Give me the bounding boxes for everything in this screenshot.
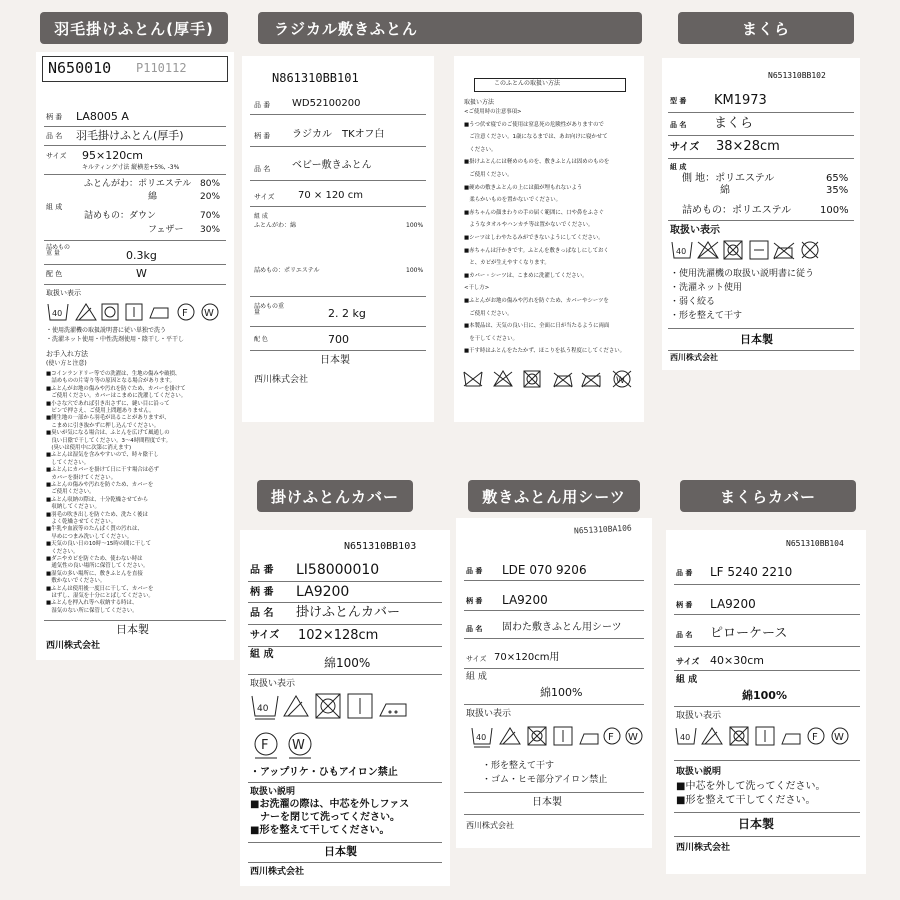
care-title: このふとんの取扱い方法: [494, 80, 561, 87]
care-symbols: [250, 692, 446, 760]
care-symbols: [670, 238, 856, 262]
dry-icon: [126, 304, 142, 320]
text-line: ようなタオルやハンカチ等は置かないでください。: [464, 222, 594, 229]
company: 西川株式会社: [46, 641, 101, 651]
product-code: N651310BB103: [344, 541, 417, 552]
comp-label: 組 成: [250, 649, 274, 660]
text-line: 良い日陰で干してください。3～4時間程度です。: [46, 437, 172, 444]
size-label: サイズ: [46, 152, 67, 160]
wetcleaning-w-icon: [289, 733, 311, 758]
care-heading: 取扱い表示: [46, 289, 81, 297]
comp-item: ふとんがわ：綿: [254, 222, 297, 229]
method-sub: (使い方と注意): [46, 360, 87, 367]
text-line: こまめに引き抜かずに押し込んでください。: [46, 422, 160, 429]
weight-label: 詰めもの重 量: [46, 244, 71, 257]
made-in: 日本製: [116, 623, 149, 636]
comp-pct: 20%: [200, 192, 221, 202]
hinban-value: LA8005 A: [76, 110, 129, 123]
row-label: 品 名: [466, 625, 483, 633]
comp-pct: 80%: [200, 179, 221, 189]
row-value: LF 5240 2210: [710, 565, 793, 579]
text-line: ご使用ください。: [464, 310, 513, 317]
row-label: 品 番: [466, 567, 483, 575]
text-line: ■赤ちゃんは汗かきです。ふとんを敷きっぱなしにしておく: [464, 247, 609, 254]
text-line: ■干す時はふとんをたたかず、ほこりを払う程度にしてください。: [464, 348, 625, 355]
text-line: はずし、湿気を十分にとばしてください。: [46, 593, 154, 599]
label-sheets: [456, 518, 652, 848]
bleach-icon: [702, 728, 722, 744]
banner-makuracover: まくらカバー: [680, 480, 856, 512]
row-label: サイズ: [254, 193, 275, 201]
warning-text: ・アップリケ・ひもアイロン禁止: [250, 767, 398, 778]
no-tumble-dry-icon: [316, 694, 340, 718]
care-symbols: [470, 724, 646, 750]
text-line: ■ふとんは湿気を含みやすいので、時々陰干し: [46, 452, 159, 459]
comp-item: 綿: [148, 192, 158, 202]
no-tumble-dry-icon: [524, 371, 540, 387]
row-label: 品 名: [254, 165, 271, 173]
no-tumble-dry-icon: [528, 727, 546, 745]
no-dryclean-icon: [802, 242, 818, 258]
product-code: N651310BB102: [768, 71, 826, 80]
company: 西川株式会社: [466, 821, 514, 830]
explain-heading: 取扱い説明: [250, 787, 296, 797]
comp-item: 側 地：ポリエステル: [682, 173, 775, 184]
svg-text:F: F: [261, 738, 269, 753]
company: 西川株式会社: [670, 353, 718, 362]
row-value: 70 × 120 cm: [298, 190, 363, 201]
wash-40-icon: [252, 696, 278, 719]
made-in: 日本製: [320, 355, 350, 366]
no-bleach-icon: [494, 371, 512, 386]
made-in: 日本製: [324, 845, 357, 858]
text-line: ■本製品は、天気の良い日に、全面に日が当たるように両面: [464, 323, 610, 330]
hang-dry-icon: [348, 694, 372, 718]
text-line: カバーを掛けてください。: [46, 474, 117, 481]
iron-icon: [782, 734, 800, 744]
name-value: 羽毛掛けふとん(厚手): [76, 129, 184, 142]
text-line: (臭いは使用中に次第に消えます): [46, 445, 132, 451]
text-line: ■側生地の一部から羽毛が出ることがありますが、: [46, 415, 170, 422]
label-shikifuton: [242, 56, 434, 422]
code-stamp: P110112: [136, 61, 187, 75]
text-line: ください。: [46, 548, 79, 555]
svg-text:40: 40: [52, 309, 63, 318]
row-value: 40×30cm: [710, 654, 764, 667]
comp-item: 詰めもの：ポリエステル: [254, 267, 320, 274]
row-value: 掛けふとんカバー: [296, 605, 401, 620]
comp-label: 組 成: [670, 163, 687, 171]
row-value: LI58000010: [296, 562, 380, 578]
weight-value: 2. 2 kg: [328, 307, 366, 320]
comp-pct: 30%: [200, 225, 221, 235]
product-code: N650010: [48, 59, 112, 77]
text-line: ■ふとんにカバーを掛けて日に干す場合は必ず: [46, 467, 159, 474]
text-line: ■硬めの敷きふとんの上には顔が埋もれないよう: [464, 184, 583, 191]
row-label: 品 名: [670, 121, 687, 129]
comp-pct: 100%: [820, 205, 849, 216]
row-value: ラジカル TKオフ白: [292, 129, 385, 140]
comp-label: 組 成: [254, 213, 268, 220]
color-value: W: [136, 267, 147, 280]
comp-item: 詰めもの：ダウン: [84, 211, 157, 221]
row-value: 70×120cm用: [494, 652, 560, 663]
explain-line: ■形を整えて干してください。: [676, 795, 816, 806]
explain-line: ■形を整えて干してください。: [250, 825, 390, 836]
no-tumble-dry-icon: [724, 241, 742, 259]
care-note: ・弱く絞る: [670, 297, 716, 307]
text-line: ■ふとんがお地の傷みや汚れを防ぐため、カバーを掛けて: [46, 385, 186, 392]
made-in: 日本製: [740, 333, 773, 346]
comp-item: 綿: [720, 185, 730, 196]
row-label: 品 名: [250, 608, 274, 619]
wash-40-icon: [676, 728, 696, 744]
no-iron-icon: [774, 243, 794, 259]
comp-value: 綿100%: [540, 686, 583, 699]
care-symbols: [674, 724, 864, 748]
row-label: 柄 番: [250, 587, 274, 598]
no-bleach-icon: [698, 242, 718, 258]
row-value: LDE 070 9206: [502, 563, 587, 577]
row-value: 38×28cm: [716, 139, 780, 154]
care-symbols: [462, 368, 638, 390]
row-label: 型 番: [670, 97, 687, 105]
care-note: ・洗濯ネット使用・中性洗剤使用・陰干し・平干し: [46, 336, 185, 343]
text-line: ■赤ちゃんの顔まわりの手の届く範囲に、口や鼻をふさぐ: [464, 209, 604, 216]
care-note: ・使用洗濯機の取扱説明書に従い単独で洗う: [46, 327, 167, 334]
text-line: 詰めものの片寄り等の原因となる場合があります。: [46, 378, 175, 385]
iron-icon: [580, 734, 598, 744]
text-line: ■牛乳や血液等のたんぱく質の汚れは、: [46, 526, 143, 533]
comp-pct: 65%: [826, 173, 849, 184]
comp-pct: 35%: [826, 185, 849, 196]
wash-temp: 40: [257, 704, 269, 714]
no-wetclean-icon: [613, 371, 631, 387]
text-line: ■ふとんを押入れ等へ収納する時は、: [46, 600, 138, 607]
no-iron-icon: [582, 373, 600, 387]
care-symbols: [46, 300, 226, 324]
care-heading: 取扱い表示: [466, 709, 512, 719]
text-line: <ご使用時の注意事項>: [464, 109, 522, 115]
drycleaning-f-icon: [178, 304, 194, 320]
bleach-icon: [76, 304, 96, 320]
text-line: ■天気の良い日の10時～15時の間に干して: [46, 541, 152, 548]
svg-text:F: F: [812, 732, 818, 743]
product-code: N861310BB101: [272, 71, 359, 85]
row-label: 品 名: [676, 631, 693, 639]
comp-item: ふとんがわ：ポリエステル: [84, 179, 192, 189]
row-label: サイズ: [676, 657, 700, 666]
no-wash-icon: [464, 372, 482, 386]
row-label: 柄 番: [676, 601, 693, 609]
wash-40-icon: [472, 728, 492, 747]
size-note: キルティング寸法 縦横差+5%, -3%: [82, 164, 180, 171]
comp-pct: 70%: [200, 211, 221, 221]
drycleaning-f-icon: [604, 728, 620, 744]
text-line: よく乾燥させてください。: [46, 519, 117, 525]
text-line: 敷かないでください。: [46, 578, 106, 585]
text-line: ■ふとんの傷みや汚れを防ぐため、カバーを: [46, 482, 154, 488]
row-value: LA9200: [502, 593, 548, 607]
note: ・ゴム・ヒモ部分アイロン禁止: [482, 775, 608, 785]
text-line: ください。: [464, 146, 497, 153]
care-heading: 取扱い表示: [250, 679, 296, 689]
explain-heading: 取扱い説明: [676, 767, 722, 777]
text-line: 通気性の良い場所に保管してください。: [46, 563, 149, 570]
wetcleaning-w-icon: [202, 304, 218, 320]
label-makura: [662, 58, 860, 370]
method-heading: お手入れ方法: [46, 350, 88, 358]
text-line: ■小さな穴であれば引き出さずに、縫い目に沿って: [46, 400, 170, 407]
text-line: ■ふとんがお地の傷みや汚れを防ぐため、カバーやシーツを: [464, 298, 609, 304]
no-tumble-dry-icon: [730, 727, 748, 745]
text-line: ■ダニやカビを防ぐため、使わない時は: [46, 556, 143, 562]
comp-pct: 100%: [406, 222, 424, 229]
comp-item: フェザー: [148, 225, 184, 235]
svg-text:F: F: [182, 308, 188, 319]
made-in: 日本製: [738, 817, 775, 831]
care-heading: 取扱い表示: [670, 225, 720, 236]
text-line: ■掛けふとんには軽めのものを、敷きふとんは固めのものを: [464, 159, 610, 166]
explain-line: ■中芯を外して洗ってください。: [676, 781, 826, 792]
text-line: 柔らかいものを置かないでください。: [464, 197, 562, 204]
flat-dry-icon: [750, 241, 768, 259]
text-line: ご使用ください。カバーはこまめに洗濯してください。: [46, 393, 187, 400]
banner-kakecover: 掛けふとんカバー: [257, 480, 413, 512]
comp-value: 綿100%: [742, 689, 787, 702]
product-code: N651310BB104: [786, 539, 844, 548]
row-label: 柄 番: [466, 597, 483, 605]
svg-text:W: W: [292, 738, 305, 753]
color-value: 700: [328, 333, 349, 346]
text-line: ご注意ください。1歳になるまでは、あお向けに寝かせて: [464, 134, 608, 141]
banner-kakefuton: 羽毛掛けふとん(厚手): [40, 12, 228, 44]
row-label: 品 番: [676, 569, 693, 577]
row-value: ベビー敷きふとん: [292, 160, 372, 171]
text-line: ■羽毛の吹き出しを防ぐため、洗たく後は: [46, 511, 148, 518]
text-line: ピンで押さえ、ご使用上問題ありません。: [46, 408, 155, 414]
no-dry-icon: [554, 373, 572, 387]
comp-value: 綿100%: [324, 656, 371, 670]
row-value: KM1973: [714, 93, 767, 108]
row-value: ピローケース: [710, 626, 788, 641]
drycleaning-f-icon: [808, 728, 824, 744]
svg-text:W: W: [628, 732, 638, 743]
text-line: ■ふとん収納の際は、十分乾燥させてから: [46, 496, 149, 503]
text-line: ■カバー・シーツは、こまめに洗濯してください。: [464, 272, 588, 279]
row-label: サイズ: [670, 142, 700, 153]
text-line: ご使用ください。: [464, 172, 513, 178]
hang-dry-icon: [756, 727, 774, 745]
row-label: サイズ: [466, 655, 487, 663]
wetcleaning-w-icon: [832, 728, 848, 744]
drycleaning-f-icon: [255, 733, 277, 758]
care-note: ・洗濯ネット使用: [670, 283, 743, 293]
wash-temp: 40: [680, 733, 691, 742]
svg-text:W: W: [834, 732, 844, 743]
note: ・形を整えて干す: [482, 761, 555, 771]
text-line: <干し方>: [464, 285, 490, 292]
color-label: 配 色: [46, 270, 63, 278]
care-sub: 取扱い方法: [464, 99, 495, 106]
care-note: ・形を整えて干す: [670, 311, 743, 321]
svg-text:F: F: [608, 732, 614, 743]
label-makuracover: [666, 530, 866, 874]
wash-temp: 40: [476, 733, 487, 742]
wash-40-icon: [672, 242, 692, 258]
company: 西川株式会社: [254, 375, 309, 385]
label-kakefuton: [36, 52, 234, 660]
comp-label: 組 成: [466, 672, 487, 682]
row-value: LA9200: [296, 584, 350, 600]
wetcleaning-w-icon: [626, 728, 642, 744]
text-line: ■シーツはしわやたるみができないようにしてください。: [464, 235, 604, 241]
bleach-icon: [500, 728, 520, 744]
row-label: 品 番: [250, 565, 274, 576]
company: 西川株式会社: [676, 843, 731, 853]
comp-pct: 100%: [406, 267, 424, 274]
row-value: まくら: [714, 116, 754, 131]
text-line: ■うつ伏せ寝でのご使用は窒息死の危険性がありますので: [464, 121, 604, 128]
wash-40-icon: [48, 304, 68, 320]
iron-icon: [380, 704, 406, 716]
svg-text:W: W: [616, 376, 625, 386]
row-value: LA9200: [710, 597, 756, 611]
product-code: N651310BA106: [573, 523, 632, 536]
explain-line: ■お洗濯の際は、中芯を外しファス: [250, 799, 410, 810]
row-label: 品 番: [254, 101, 271, 109]
dryer-icon: [102, 304, 118, 320]
text-line: ■湿気の多い場所に、敷きふとんを直接: [46, 570, 143, 577]
care-heading: 取扱い表示: [676, 711, 722, 721]
label-shikifuton-care: [454, 56, 644, 422]
weight-value: 0.3kg: [126, 249, 157, 262]
text-line: ■ふとんは使用後一度日に干して、カバーを: [46, 585, 154, 592]
text-line: ■臭いが気になる場合は、ふとんを広げて風通しの: [46, 430, 170, 437]
text-line: を干してください。: [464, 335, 518, 342]
name-label: 品 名: [46, 132, 63, 140]
wash-temp: 40: [676, 247, 687, 256]
comp-label: 組 成: [46, 203, 63, 211]
row-label: サイズ: [250, 630, 280, 641]
banner-makura: まくら: [678, 12, 854, 44]
hang-dry-icon: [554, 727, 572, 745]
size-value: 95×120cm: [82, 149, 143, 162]
hinban-label: 柄 番: [46, 113, 63, 121]
banner-shikifuton: ラジカル敷きふとん: [258, 12, 642, 44]
svg-text:W: W: [204, 308, 214, 319]
row-label: 柄 番: [254, 132, 271, 140]
text-line: 収納してください。: [46, 504, 100, 511]
row-value: 102×128cm: [298, 628, 379, 643]
comp-label: 組 成: [676, 675, 698, 685]
banner-sheets: 敷きふとん用シーツ: [468, 480, 640, 512]
company: 西川株式会社: [250, 867, 305, 877]
color-label: 配 色: [254, 336, 268, 343]
text-line: 湿気のない所に保管してください。: [46, 607, 138, 614]
comp-item: 詰めもの：ポリエステル: [682, 205, 792, 216]
text-line: 早めにつまみ洗いしてください。: [46, 533, 133, 540]
text-line: ご使用ください。: [46, 489, 95, 496]
explain-line: ナーを閉じて洗ってください。: [250, 812, 400, 823]
row-value: 固わた敷きふとん用シーツ: [502, 622, 622, 633]
bleach-icon: [284, 696, 308, 716]
care-note: ・使用洗濯機の取扱い説明書に従う: [670, 269, 815, 279]
label-kakecover: [240, 530, 450, 886]
made-in: 日本製: [532, 797, 562, 808]
text-line: してください。: [46, 459, 90, 466]
text-line: ■コインランドリー等での洗濯は、生地の傷みや破損、: [46, 371, 181, 377]
weight-label: 詰めもの重 量: [254, 303, 285, 316]
row-value: WD52100200: [292, 98, 361, 109]
iron-icon: [150, 308, 168, 318]
text-line: と、カビが生えやすくなります。: [464, 260, 550, 267]
